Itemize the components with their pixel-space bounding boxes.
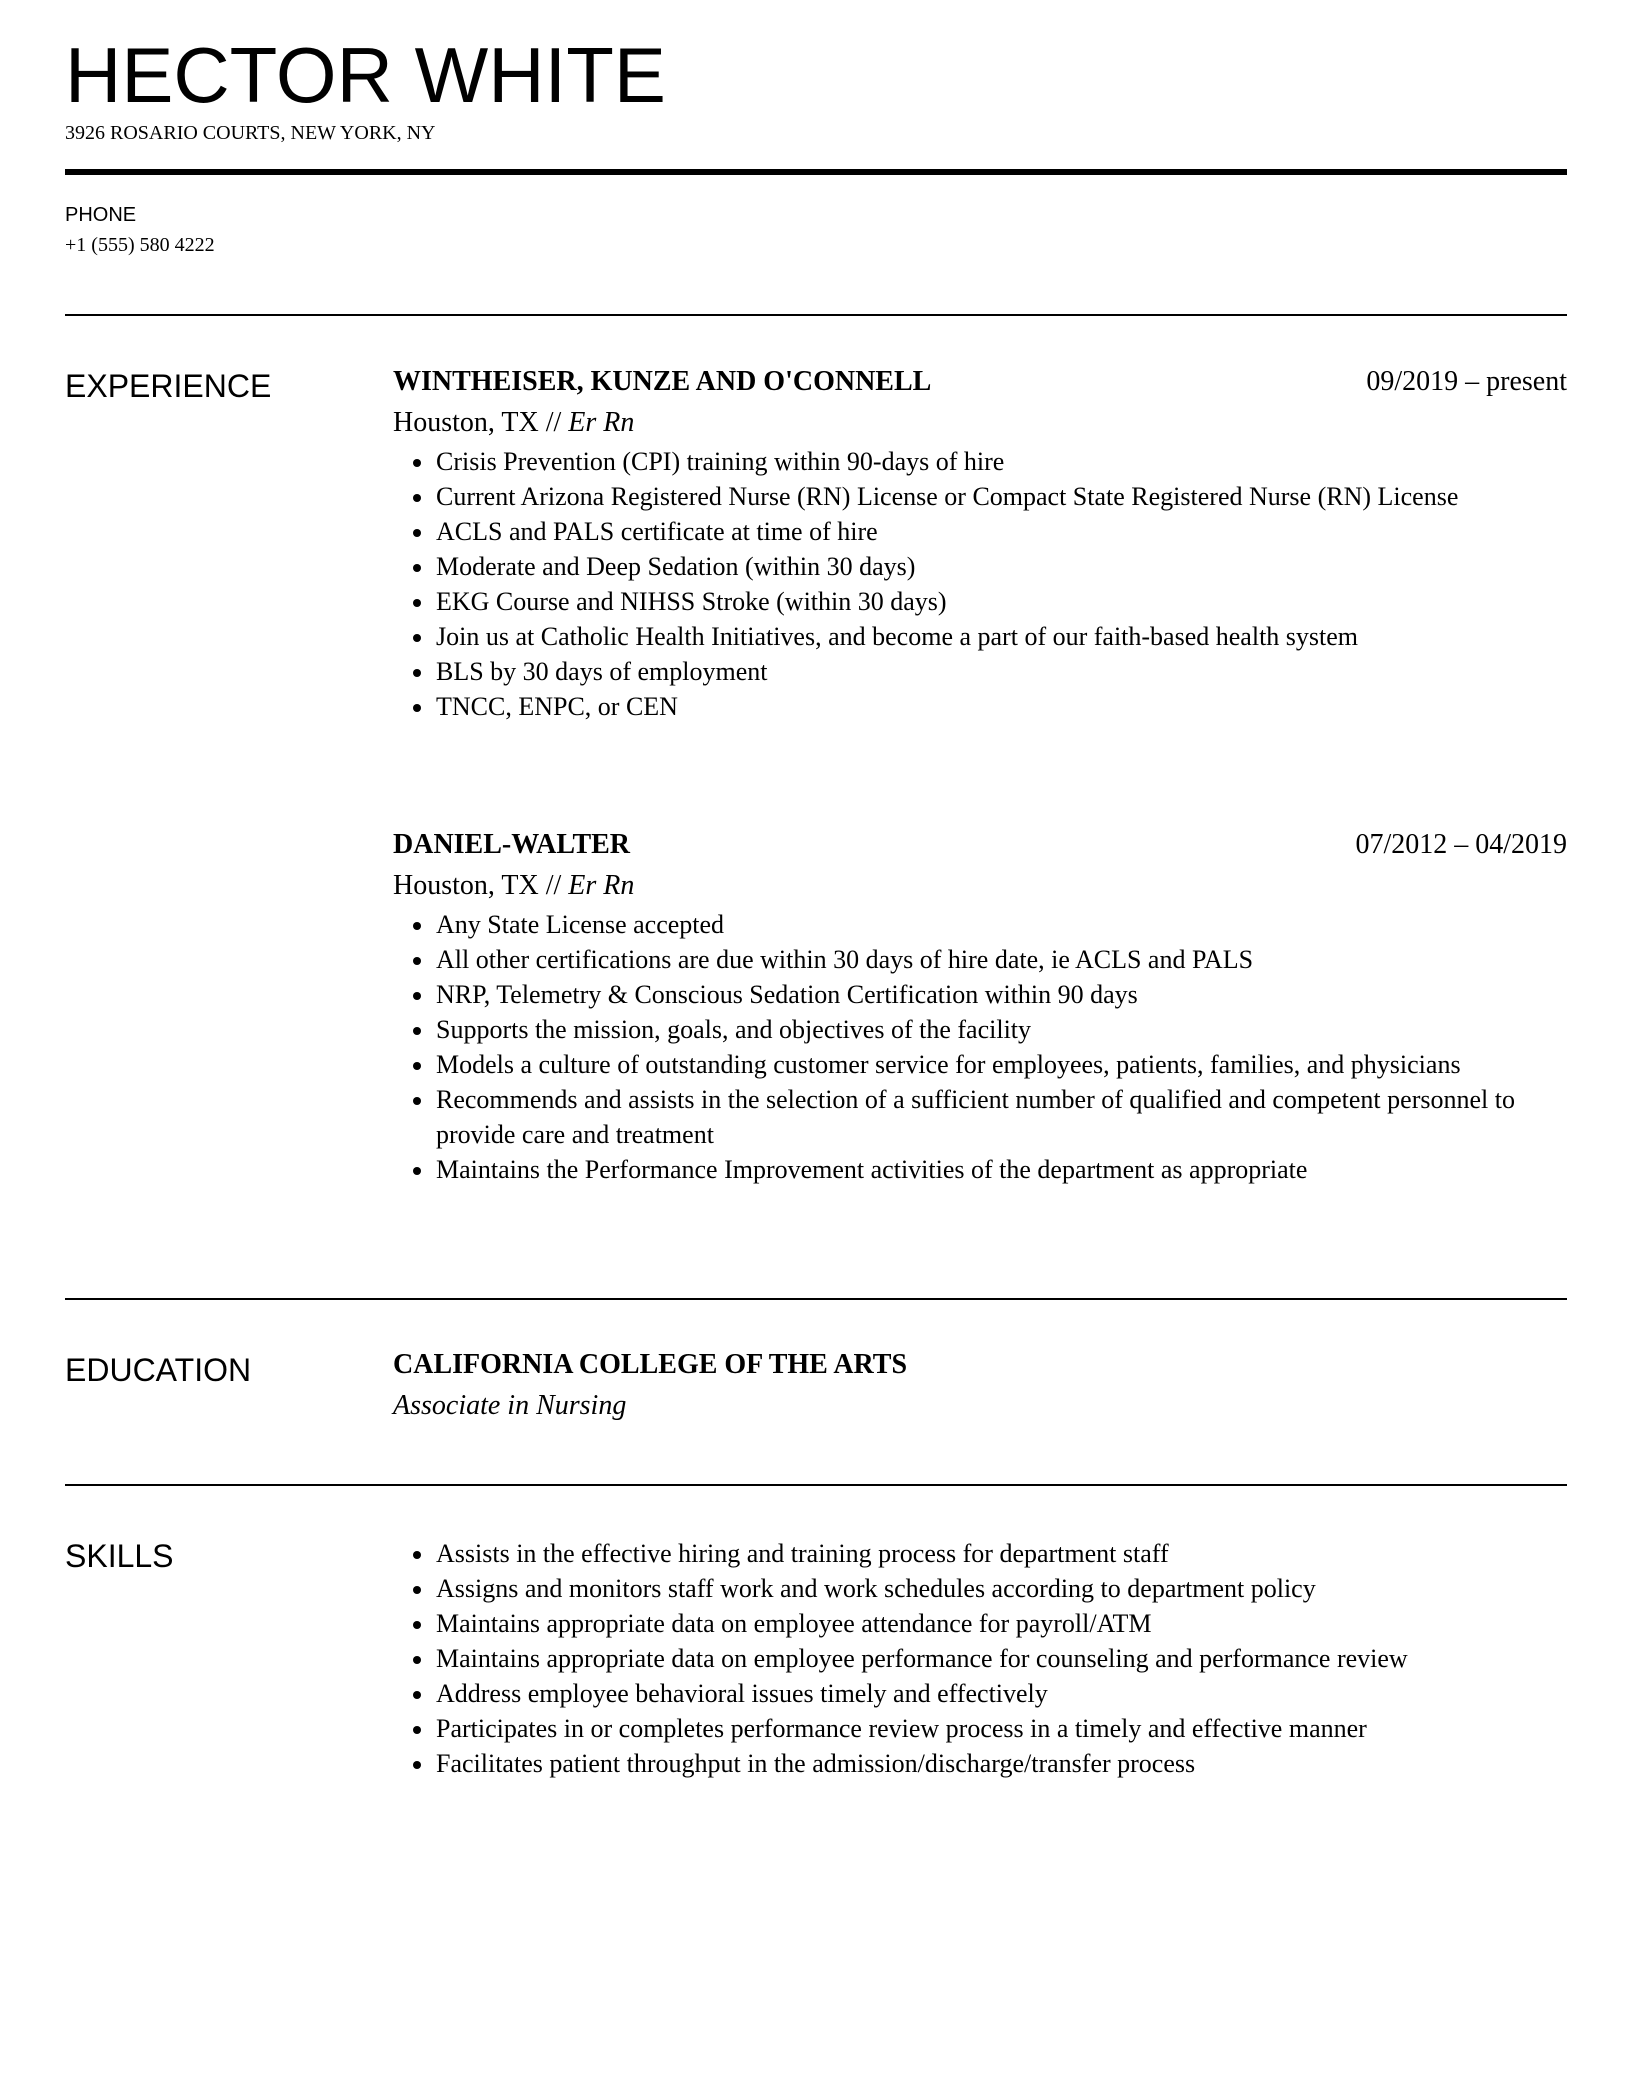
job-duties-list [393,907,1567,1187]
job-location: Houston, TX [393,407,539,438]
education-entry [393,1347,1567,1425]
job-location: Houston, TX [393,870,539,901]
list-item: EKG Course and NIHSS Stroke (within 30 days) [393,584,1567,619]
list-item: Assists in the effective hiring and training process for department staff [393,1536,1567,1571]
experience-divider [65,1298,1567,1300]
candidate-address: 3926 ROSARIO COURTS, NEW YORK, NY [65,122,436,144]
list-item: NRP, Telemetry & Conscious Sedation Certification within 90 days [393,977,1567,1012]
header-divider [65,169,1567,175]
list-item: Current Arizona Registered Nurse (RN) License or Compact State Registered Nurse (RN) License [393,479,1567,514]
list-item: All other certifications are due within 30 days of hire date, ie ACLS and PALS [393,942,1567,977]
list-item: Join us at Catholic Health Initiatives, and become a part of our faith-based health system [393,619,1567,654]
experience-entry-1 [393,364,1567,724]
list-item: Maintains appropriate data on employee performance for counseling and performance review [393,1641,1567,1676]
job-location-role [393,404,1567,442]
location-role-separator: // [538,870,569,901]
list-item: Address employee behavioral issues timely and effectively [393,1676,1567,1711]
list-item: Crisis Prevention (CPI) training within 90-days of hire [393,444,1567,479]
job-duties-list [393,444,1567,724]
job-role: Er Rn [568,870,635,901]
company-name: DANIEL-WALTER [393,829,631,860]
skills-section [393,1534,1567,1781]
employment-dates: 09/2019 – present [1366,366,1567,397]
list-item: Models a culture of outstanding customer service for employees, patients, families, and physicians [393,1047,1567,1082]
contact-divider [65,314,1567,316]
degree: Associate in Nursing [393,1390,627,1421]
candidate-name: HECTOR WHITE [65,31,666,119]
list-item: Assigns and monitors staff work and work schedules according to department policy [393,1571,1567,1606]
list-item: Participates in or completes performance review process in a timely and effective manner [393,1711,1567,1746]
list-item: Supports the mission, goals, and objectives of the facility [393,1012,1567,1047]
list-item: BLS by 30 days of employment [393,654,1567,689]
job-role: Er Rn [568,407,635,438]
job-location-role [393,867,1567,905]
list-item: Moderate and Deep Sedation (within 30 days) [393,549,1567,584]
employment-dates: 07/2012 – 04/2019 [1355,829,1567,860]
location-role-separator: // [538,407,569,438]
experience-entry-2 [393,827,1567,1187]
list-item: Maintains appropriate data on employee attendance for payroll/ATM [393,1606,1567,1641]
list-item: TNCC, ENPC, or CEN [393,689,1567,724]
experience-heading: EXPERIENCE [65,368,272,404]
list-item: Any State License accepted [393,907,1567,942]
list-item: Maintains the Performance Improvement activities of the department as appropriate [393,1152,1567,1187]
list-item: Facilitates patient throughput in the admission/discharge/transfer process [393,1746,1567,1781]
list-item: Recommends and assists in the selection of a sufficient number of qualified and competent personnel to provide care and treatment [393,1082,1567,1152]
education-heading: EDUCATION [65,1352,252,1388]
skills-list [393,1536,1567,1781]
skills-heading: SKILLS [65,1538,174,1574]
phone-value: +1 (555) 580 4222 [65,234,215,256]
list-item: ACLS and PALS certificate at time of hire [393,514,1567,549]
education-divider [65,1484,1567,1486]
school-name: CALIFORNIA COLLEGE OF THE ARTS [393,1349,908,1380]
phone-label: PHONE [65,204,137,226]
company-name: WINTHEISER, KUNZE AND O'CONNELL [393,366,932,397]
